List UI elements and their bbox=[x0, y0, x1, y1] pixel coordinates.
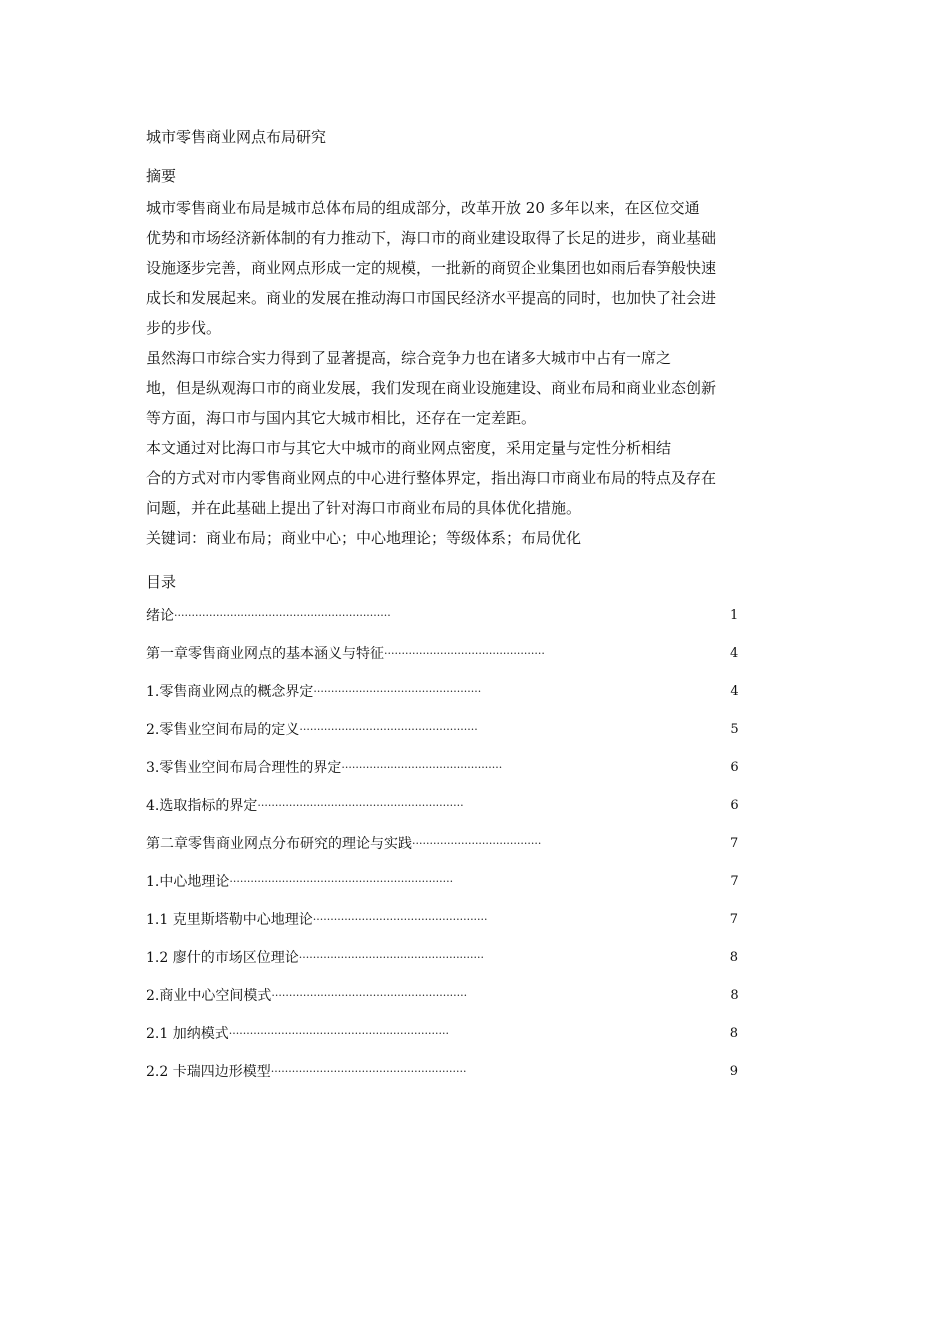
toc-entry-label: 1.中心地理论 bbox=[146, 874, 230, 890]
abstract-body bbox=[146, 193, 786, 523]
toc-page-number: 4 bbox=[730, 646, 739, 661]
toc-entry-label: 2.商业中心空间模式 bbox=[146, 988, 272, 1004]
toc-entry[interactable] bbox=[146, 909, 786, 947]
abstract-line: 本文通过对比海口市与其它大中城市的商业网点密度，采用定量与定性分析相结 bbox=[146, 439, 672, 457]
toc-leader-dots: ························································ bbox=[270, 1065, 467, 1078]
toc-entry-label: 1.1 克里斯塔勒中心地理论 bbox=[146, 912, 313, 928]
toc-page-number: 8 bbox=[729, 1026, 738, 1041]
toc-page-number: 5 bbox=[730, 722, 739, 737]
toc-entry[interactable] bbox=[146, 605, 786, 643]
abstract-line: 步的步伐。 bbox=[146, 319, 222, 337]
toc-leader-dots: ·················································· bbox=[312, 913, 488, 926]
toc-entry[interactable] bbox=[146, 1061, 786, 1099]
toc-entry-label: 2.2 卡瑞四边形模型 bbox=[146, 1064, 271, 1080]
toc-page-number: 7 bbox=[730, 874, 739, 889]
document-content bbox=[146, 126, 786, 1099]
toc-page-number: 7 bbox=[729, 912, 738, 927]
toc-leader-dots: ······························································ bbox=[174, 609, 391, 622]
abstract-paragraph bbox=[146, 193, 786, 343]
toc-page-number: 8 bbox=[730, 988, 739, 1003]
section-spacer bbox=[146, 553, 786, 567]
toc-entry[interactable] bbox=[146, 871, 786, 909]
toc-page-number: 6 bbox=[730, 760, 739, 775]
toc-entry[interactable] bbox=[146, 833, 786, 871]
abstract-line: 城市零售商业布局是城市总体布局的组成部分，改革开放 20 多年以来，在区位交通 bbox=[146, 199, 700, 217]
toc-entry-label: 1.零售商业网点的概念界定 bbox=[146, 684, 314, 700]
abstract-line: 合的方式对市内零售商业网点的中心进行整体界定，指出海口市商业布局的特点及存在 bbox=[146, 469, 717, 487]
toc-leader-dots: ····································· bbox=[412, 837, 542, 850]
abstract-paragraph bbox=[146, 433, 786, 523]
toc-entry-label: 2.1 加纳模式 bbox=[146, 1026, 229, 1042]
toc-leader-dots: ·············································· bbox=[341, 761, 503, 774]
toc-page-number: 9 bbox=[729, 1064, 738, 1079]
toc-entry-label: 第一章零售商业网点的基本涵义与特征 bbox=[146, 646, 384, 662]
abstract-line: 等方面，海口市与国内其它大城市相比，还存在一定差距。 bbox=[146, 409, 537, 427]
abstract-line: 地，但是纵观海口市的商业发展，我们发现在商业设施建设、商业布局和商业业态创新 bbox=[146, 379, 717, 397]
toc-entry[interactable] bbox=[146, 947, 786, 985]
toc-entry[interactable] bbox=[146, 1023, 786, 1061]
toc-entry-label: 2.零售业空间布局的定义 bbox=[146, 722, 300, 738]
toc-page-number: 1 bbox=[730, 608, 739, 623]
toc-leader-dots: ················································ bbox=[313, 685, 482, 698]
toc-page-number: 6 bbox=[730, 798, 739, 813]
toc-leader-dots: ····················································· bbox=[298, 951, 485, 964]
toc-entry-label: 第二章零售商业网点分布研究的理论与实践 bbox=[146, 836, 412, 852]
toc-entry-label: 3.零售业空间布局合理性的界定 bbox=[146, 760, 342, 776]
abstract-line: 虽然海口市综合实力得到了显著提高，综合竞争力也在诸多大城市中占有一席之 bbox=[146, 349, 672, 367]
toc-entry[interactable] bbox=[146, 719, 786, 757]
toc-entry[interactable] bbox=[146, 757, 786, 795]
toc-leader-dots: ································································ bbox=[229, 875, 454, 888]
toc-entry[interactable] bbox=[146, 985, 786, 1023]
abstract-line: 问题，并在此基础上提出了针对海口市商业布局的具体优化措施。 bbox=[146, 499, 582, 517]
abstract-paragraph bbox=[146, 343, 786, 433]
toc-entry-label: 4.选取指标的界定 bbox=[146, 798, 258, 814]
toc-page-number: 7 bbox=[730, 836, 739, 851]
abstract-line: 设施逐步完善，商业网点形成一定的规模，一批新的商贸企业集团也如雨后春笋般快速 bbox=[146, 259, 717, 277]
table-of-contents bbox=[146, 605, 786, 1099]
abstract-line: 成长和发展起来。商业的发展在推动海口市国民经济水平提高的同时，也加快了社会进 bbox=[146, 289, 717, 307]
toc-page-number: 8 bbox=[729, 950, 738, 965]
toc-entry[interactable] bbox=[146, 681, 786, 719]
toc-leader-dots: ··························································· bbox=[257, 799, 464, 812]
abstract-line: 优势和市场经济新体制的有力推动下，海口市的商业建设取得了长足的进步，商业基础 bbox=[146, 229, 717, 247]
toc-heading: 目录 bbox=[146, 573, 177, 591]
toc-leader-dots: ······························································· bbox=[228, 1027, 450, 1040]
toc-entry[interactable] bbox=[146, 643, 786, 681]
toc-leader-dots: ··················································· bbox=[299, 723, 478, 736]
toc-leader-dots: ························································ bbox=[271, 989, 468, 1002]
document-title: 城市零售商业网点布局研究 bbox=[146, 128, 327, 146]
toc-page-number: 4 bbox=[730, 684, 739, 699]
toc-entry-label: 1.2 廖什的市场区位理论 bbox=[146, 950, 299, 966]
keywords-line: 关键词：商业布局；商业中心；中心地理论；等级体系；布局优化 bbox=[146, 529, 582, 547]
abstract-heading: 摘要 bbox=[146, 167, 177, 185]
toc-leader-dots: ·············································· bbox=[384, 647, 545, 660]
toc-entry-label: 绪论 bbox=[146, 608, 174, 624]
toc-entry[interactable] bbox=[146, 795, 786, 833]
